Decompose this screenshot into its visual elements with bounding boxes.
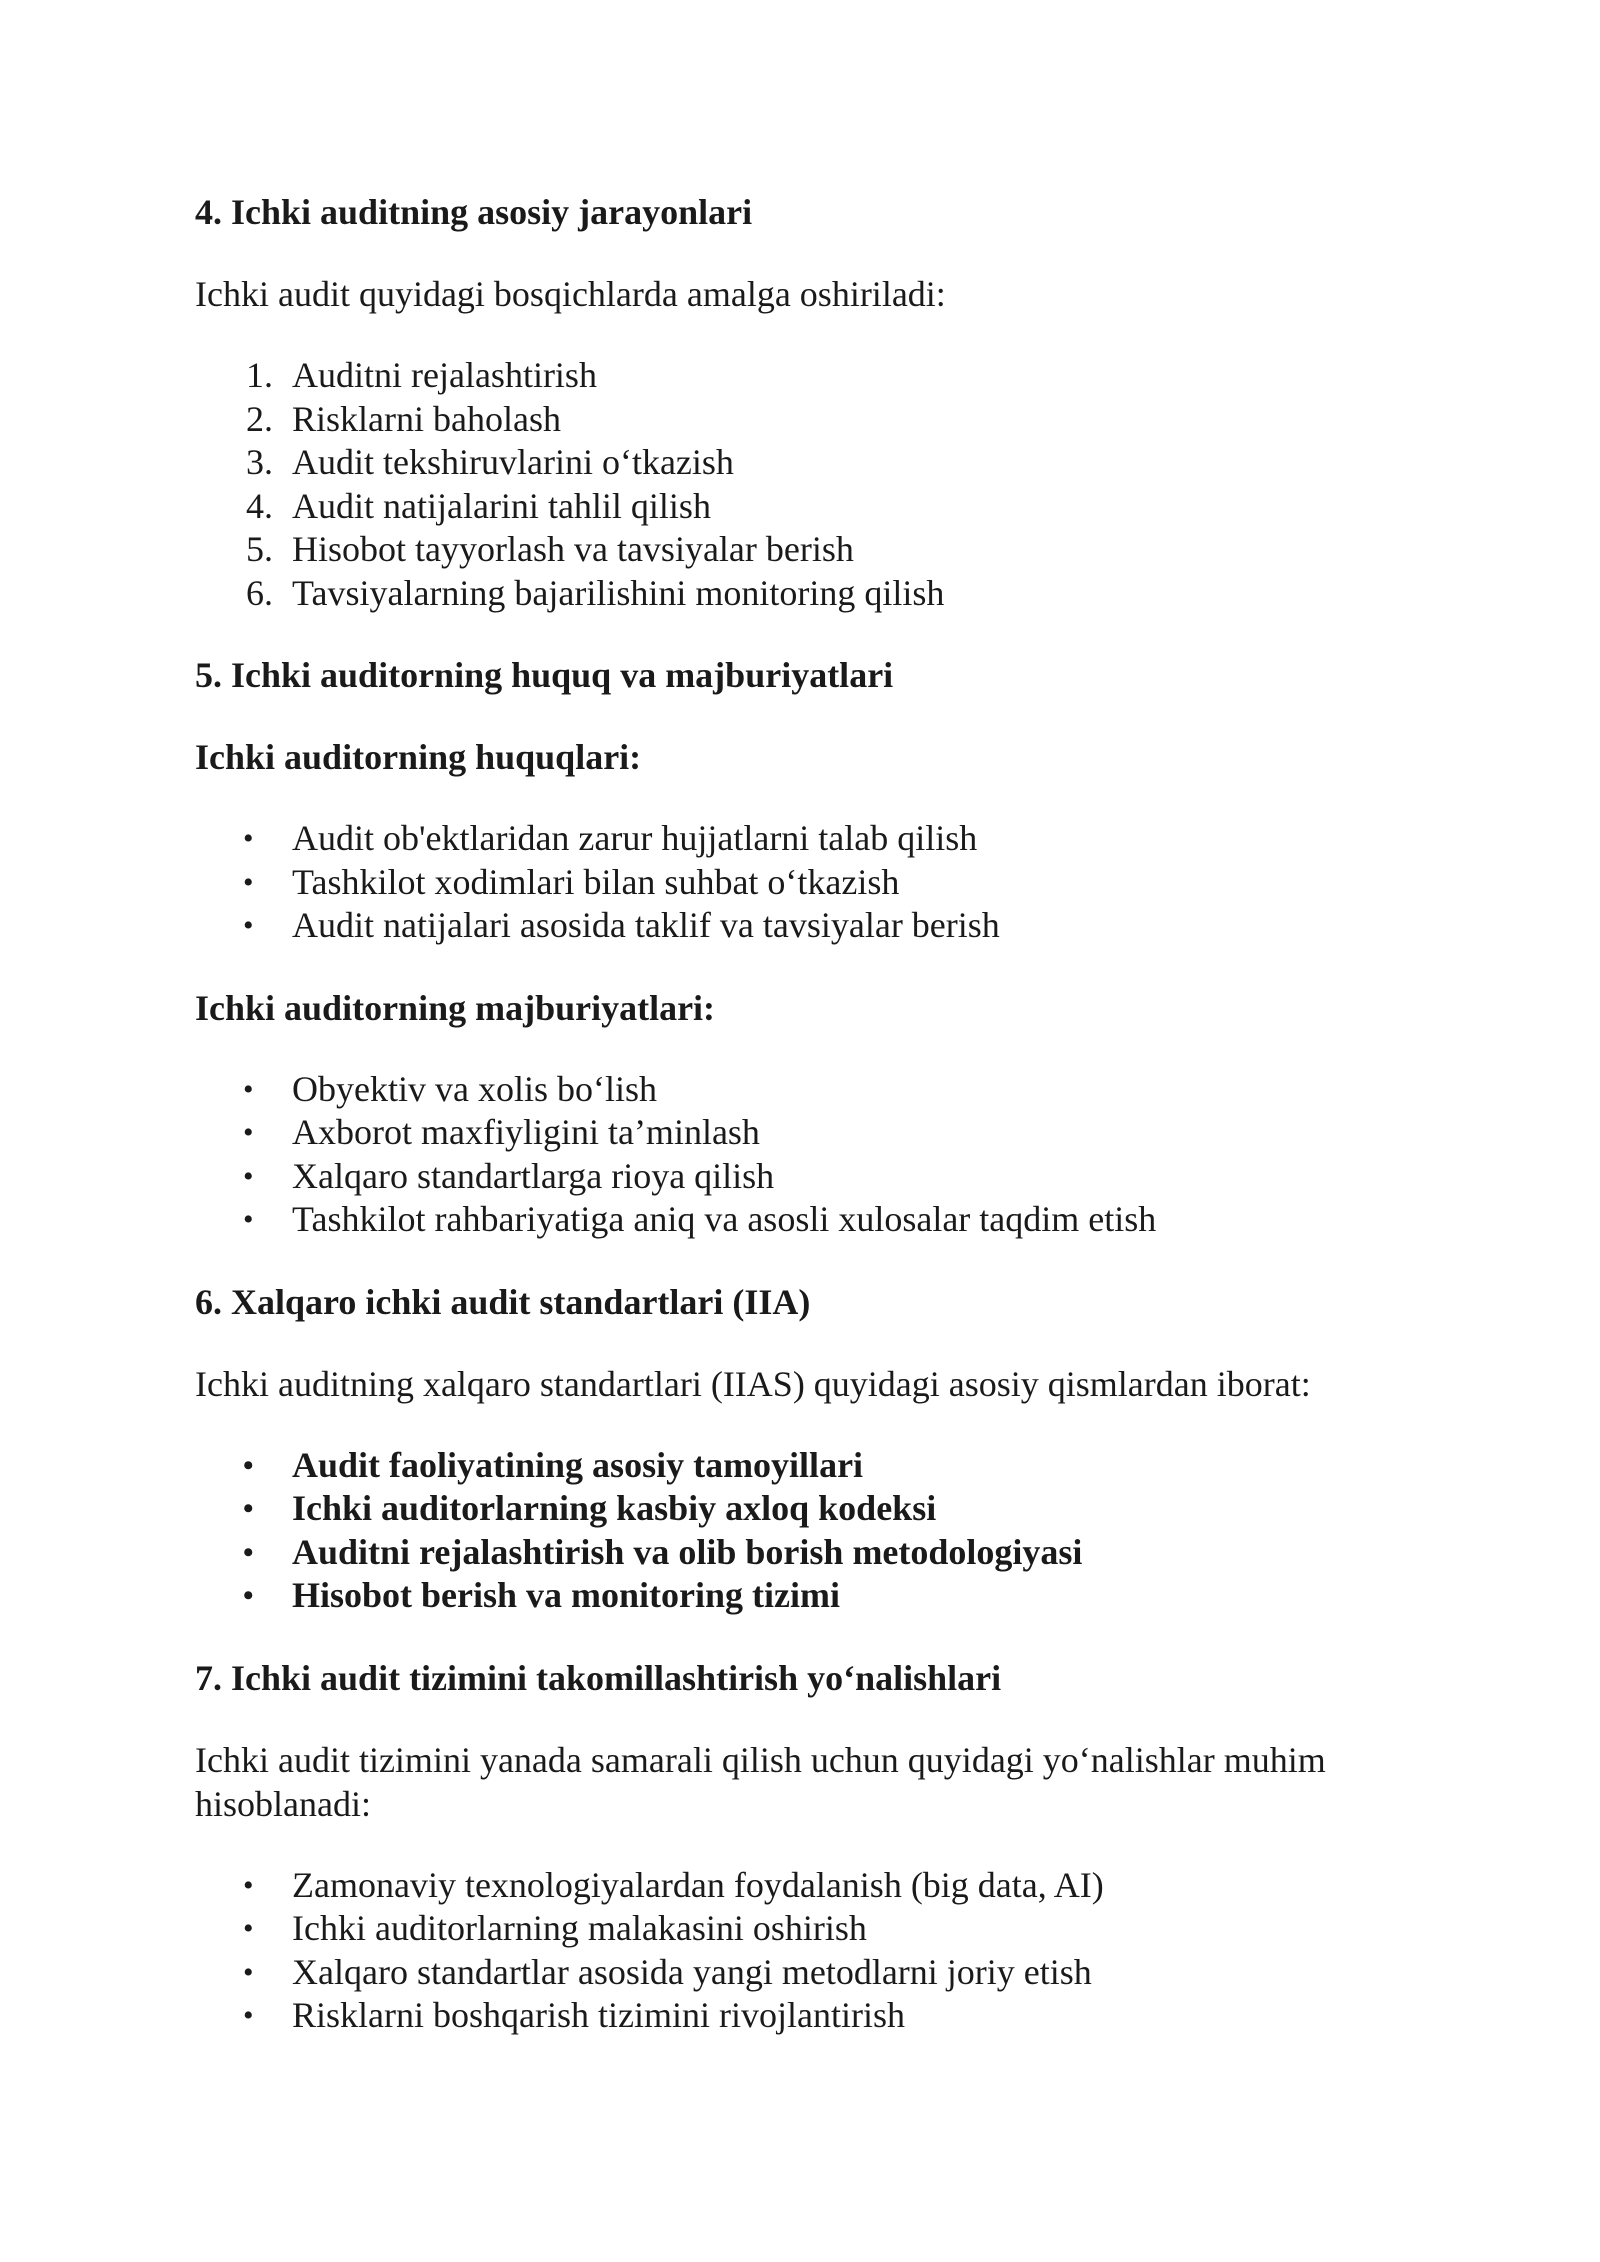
spacer (195, 1324, 1425, 1362)
document-content (195, 190, 1425, 2038)
list-item-text: Ichki auditorlarning kasbiy axloq kodeksi (292, 1488, 937, 1528)
bullet-icon: • (243, 865, 254, 899)
list-item (195, 398, 1425, 442)
list-item-text: Audit natijalarini tahlil qilish (292, 485, 711, 526)
list-item (195, 817, 1425, 861)
list-item (195, 1155, 1425, 1199)
bullet-icon: • (243, 1159, 254, 1193)
list-number: 2. (246, 398, 273, 439)
list-item-text: Tashkilot xodimlari bilan suhbat o‘tkazish (292, 861, 900, 902)
list-number: 6. (246, 572, 273, 613)
list-number: 1. (246, 355, 273, 395)
list-item-text: Tavsiyalarning bajarilishini monitoring qilish (292, 572, 945, 613)
list-item (195, 1198, 1425, 1242)
spacer (195, 1242, 1425, 1280)
bullet-icon: • (243, 1535, 254, 1569)
list-item-text: Risklarni boshqarish tizimini rivojlantirish (292, 1995, 905, 2035)
list-item-text: Xalqaro standartlar asosida yangi metodlarni joriy etish (292, 1951, 1092, 1992)
list-item-text: Hisobot tayyorlash va tavsiyalar berish (292, 529, 854, 569)
section-6-intro: Ichki auditning xalqaro standartlari (IIAS) quyidagi asosiy qismlardan iborat: (195, 1363, 1311, 1404)
spacer (195, 1700, 1425, 1738)
list-item (195, 441, 1425, 485)
spacer (195, 697, 1425, 735)
list-item-text: Tashkilot rahbariyatiga aniq va asosli xulosalar taqdim etish (292, 1199, 1157, 1239)
improvement-list (195, 1864, 1425, 2038)
bullet-icon: • (243, 1448, 254, 1482)
list-item (195, 1068, 1425, 1112)
section-5-heading: 5. Ichki auditorning huquq va majburiyatlari (195, 655, 894, 695)
bullet-icon: • (243, 1116, 254, 1149)
section-6-heading: 6. Xalqaro ichki audit standartlari (IIA) (195, 1281, 811, 1322)
list-item-text: Audit ob'ektlaridan zarur hujjatlarni talab qilish (292, 818, 978, 858)
spacer (195, 948, 1425, 986)
list-item (195, 1907, 1425, 1951)
list-item-text: Ichki auditorlarning malakasini oshirish (292, 1908, 867, 1948)
list-item (195, 1487, 1425, 1531)
list-item (195, 528, 1425, 572)
list-item-text: Audit natijalari asosida taklif va tavsiyalar berish (292, 905, 1000, 945)
bullet-icon: • (243, 1999, 254, 2032)
list-number: 3. (246, 442, 273, 482)
duties-list (195, 1068, 1425, 1242)
bullet-icon: • (243, 1955, 254, 1989)
bullet-icon: • (243, 1579, 254, 1612)
list-item (195, 1444, 1425, 1488)
rights-list (195, 817, 1425, 948)
rights-subheading: Ichki auditorning huquqlari: (195, 737, 642, 777)
spacer (195, 779, 1425, 817)
section-4-steps-list (195, 354, 1425, 615)
list-item (195, 1951, 1425, 1995)
list-item (195, 1994, 1425, 2038)
spacer (195, 1030, 1425, 1068)
list-item (195, 1531, 1425, 1575)
spacer (195, 1618, 1425, 1656)
list-item-text: Auditni rejalashtirish (292, 355, 597, 395)
list-item (195, 485, 1425, 529)
spacer (195, 615, 1425, 653)
section-4-heading: 4. Ichki auditning asosiy jarayonlari (195, 192, 753, 232)
list-item-text: Axborot maxfiyligini ta’minlash (292, 1112, 760, 1152)
list-item-text: Auditni rejalashtirish va olib borish metodologiyasi (292, 1531, 1083, 1572)
bullet-icon: • (243, 909, 254, 942)
list-item (195, 572, 1425, 616)
list-item-text: Audit tekshiruvlarini o‘tkazish (292, 442, 734, 482)
duties-subheading: Ichki auditorning majburiyatlari: (195, 987, 716, 1028)
list-item-text: Obyektiv va xolis bo‘lish (292, 1068, 657, 1109)
list-item-text: Audit faoliyatining asosiy tamoyillari (292, 1444, 864, 1485)
list-item-text: Xalqaro standartlarga rioya qilish (292, 1155, 775, 1196)
spacer (195, 234, 1425, 272)
section-7-heading: 7. Ichki audit tizimini takomillashtirish yo‘nalishlari (195, 1657, 1002, 1698)
list-item-text: Risklarni baholash (292, 398, 561, 439)
standards-list (195, 1444, 1425, 1618)
bullet-icon: • (243, 1868, 254, 1902)
list-item (195, 904, 1425, 948)
list-number: 4. (246, 485, 273, 526)
list-item-text: Zamonaviy texnologiyalardan foydalanish (big data, AI) (292, 1864, 1104, 1905)
list-item (195, 861, 1425, 905)
spacer (195, 1406, 1425, 1444)
spacer (195, 1826, 1425, 1864)
section-7-intro: Ichki audit tizimini yanada samarali qilish uchun quyidagi yo‘nalishlar muhim hisoblanadi: (195, 1739, 1326, 1824)
bullet-icon: • (243, 822, 254, 855)
list-item-text: Hisobot berish va monitoring tizimi (292, 1575, 840, 1615)
list-item (195, 1574, 1425, 1618)
bullet-icon: • (243, 1492, 254, 1525)
bullet-icon: • (243, 1203, 254, 1236)
list-item (195, 1864, 1425, 1908)
list-number: 5. (246, 529, 273, 569)
section-4-intro: Ichki audit quyidagi bosqichlarda amalga oshiriladi: (195, 274, 946, 314)
bullet-icon: • (243, 1072, 254, 1106)
list-item (195, 1111, 1425, 1155)
spacer (195, 316, 1425, 354)
bullet-icon: • (243, 1912, 254, 1945)
list-item (195, 354, 1425, 398)
